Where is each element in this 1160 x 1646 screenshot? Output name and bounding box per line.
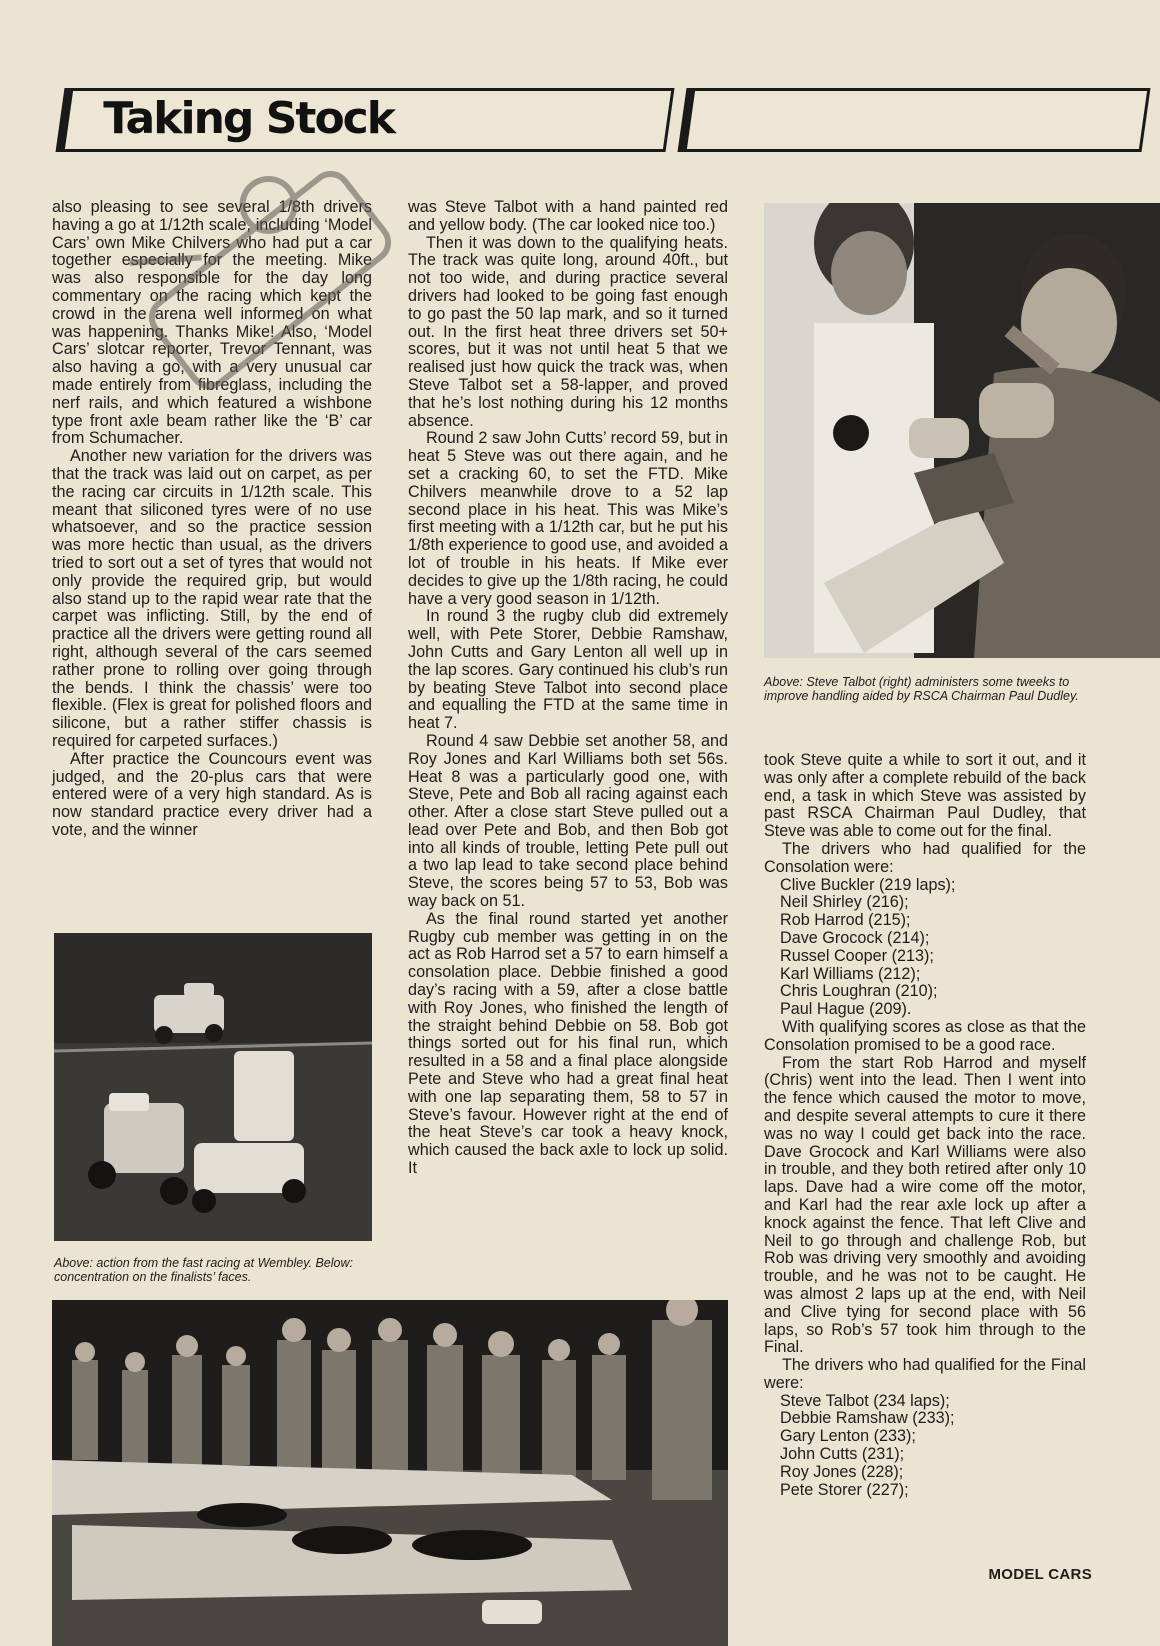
list-item: Steve Talbot (234 laps);: [780, 1391, 950, 1410]
paragraph: took Steve quite a while to sort it out, and it was only after a complete rebuild of the back end, a task in which Steve was assisted by past RSCA Chairman Paul Dudley, that Steve was able to come out for the final.: [764, 751, 1086, 841]
page-title: Taking Stock: [103, 93, 395, 144]
title-banner: [56, 88, 675, 152]
photo-finalists-image: [52, 1300, 728, 1646]
list-item: Paul Hague (209).: [780, 1000, 912, 1019]
consolation-qualifiers-list: [764, 877, 1086, 1019]
photo-racing-cars: [54, 933, 372, 1241]
paragraph: The drivers who had qualified for the Consolation were:: [764, 839, 1086, 876]
paragraph: From the start Rob Harrod and myself (Chris) went into the lead. Then I went into the fence which caused the motor to move, and despite several attempts to cure it there was no way I could get back into the race. Dave Grocock and Karl Williams were also in trouble, and they both retired after only 10 laps. Dave had a wire come off the motor, and Karl had the rear axle lock up after a knock against the fence. That left Clive and Neil to go through and challenge Rob, but Rob was driving very smoothly and avoiding trouble, and he was not to be caught. He was almost 2 laps up at the end, with Neil and Clive tying for second place with 56 laps, so Rob’s 57 took him through to the Final.: [764, 1053, 1086, 1357]
empty-title-banner: [678, 88, 1151, 152]
photo-finalists: [52, 1300, 728, 1646]
caption-mechanics: Above: Steve Talbot (right) administers some tweeks to improve handling aided by RSCA Chairman Paul Dudley.: [764, 675, 1079, 703]
article-column-1: [52, 199, 372, 840]
article-column-3: [764, 752, 1086, 1499]
list-item: Rob Harrod (215);: [780, 911, 911, 930]
paragraph: After practice the Councours event was judged, and the 20-plus cars that were entered were of a very high standard. As is now standard practice every driver had a vote, and the winner: [52, 749, 372, 839]
paragraph: was Steve Talbot with a hand painted red and yellow body. (The car looked nice too.): [408, 198, 728, 234]
list-item: Debbie Ramshaw (233);: [780, 1409, 955, 1428]
paragraph: Round 4 saw Debbie set another 58, and Roy Jones and Karl Williams both set 56s. Heat 8 was a particularly good one, with Steve, Pete and Bob all racing against each other. After a close start Steve pulled out a lead over Pete and Bob, and then Bob got into all kinds of trouble, letting Pete pull out a two lap lead to take second place behind Steve, the scores being 57 to 53, Bob was way back on 51.: [408, 731, 728, 911]
photo-racing-cars-image: [54, 933, 372, 1241]
paragraph: also pleasing to see several 1/8th drivers having a go at 1/12th scale, including ‘Model Cars’ own Mike Chilvers who had put a car together especially for the meeting. Mike was also responsible for the day long commentary on the racing which kept the crowd in the arena well informed on what was happening. Thanks Mike! Also, ‘Model Cars’ slotcar reporter, Trevor Tennant, was also having a go, with a very unusual car made entirely from fibreglass, including the nerf rails, and which featured a wishbone type front axle beam rather like the ‘B’ car from Schumacher.: [52, 198, 372, 448]
paragraph: In round 3 the rugby club did extremely well, with Pete Storer, Debbie Ramshaw, John Cutts and Gary Lenton all well up in the lap scores. Gary continued his club’s run by beating Steve Talbot into second place and equalling the FTD at the same time in heat 7.: [408, 607, 728, 733]
photo-mechanics: [764, 203, 1160, 658]
list-item: Karl Williams (212);: [780, 964, 921, 983]
paragraph: Then it was down to the qualifying heats. The track was quite long, around 40ft., but not too wide, and during practice several drivers had looked to be going fast enough to go past the 50 lap mark, and so it turned out. In the first heat three drivers set 50+ scores, but it was not until heat 5 that we realised just how quick the track was, when Steve Talbot set a 58-lapper, and proved that he’s lost nothing during his 12 months absence.: [408, 233, 728, 430]
list-item: Chris Loughran (210);: [780, 982, 938, 1001]
paragraph: Another new variation for the drivers was that the track was laid out on carpet, as per the racing car circuits in 1/12th scale. This meant that siliconed tyres were of no use whatsoever, and so the practice session was more hectic than usual, as the drivers tried to sort out a set of tyres that would not only provide the required grip, but would also stand up to the rapid wear rate that the carpet was inflicting. Still, by the end of practice all the drivers were getting round all right, although several of the cars seemed rather prone to rolling over going through the bends. I think the chassis’ were too flexible. (Flex is great for polished floors and silicone, but a rather stiffer chassis is required for carpeted surfaces.): [52, 447, 372, 750]
list-item: Neil Shirley (216);: [780, 893, 909, 912]
final-qualifiers-list: [764, 1393, 1086, 1500]
paragraph: With qualifying scores as close as that the Consolation promised to be a good race.: [764, 1017, 1086, 1054]
list-item: Dave Grocock (214);: [780, 928, 930, 947]
list-item: Gary Lenton (233);: [780, 1427, 916, 1446]
footer-magazine-name: MODEL CARS: [988, 1566, 1092, 1583]
list-item: Pete Storer (227);: [780, 1480, 909, 1499]
photo-mechanics-image: [764, 203, 1160, 658]
caption-racing: Above: action from the fast racing at Wembley. Below: concentration on the finalists’ faces.: [54, 1256, 353, 1284]
article-column-2: [408, 199, 728, 1178]
list-item: John Cutts (231);: [780, 1445, 905, 1464]
paragraph: Round 2 saw John Cutts’ record 59, but in heat 5 Steve was out there again, and he set a cracking 60, to set the FTD. Mike Chilvers meanwhile drove to a 52 lap second place in his heat. This was Mike’s first meeting with a 1/12th car, but he put his 1/8th experience to good use, and avoided a lot of trouble in his heats. If Mike ever decides to give up the 1/8th racing, he could have a very good season in 1/12th.: [408, 429, 728, 608]
list-item: Russel Cooper (213);: [780, 946, 934, 965]
list-item: Clive Buckler (219 laps);: [780, 875, 956, 894]
paragraph: As the final round started yet another Rugby cub member was getting in on the act as Rob Harrod set a 57 to earn himself a consolation place. Debbie finished a good day’s racing with a 59, after a close battle with Roy Jones, who finished the length of the straight behind Debbie on 58. Bob got things sorted out for his final run, which resulted in a 58 and a final place alongside Pete and Steve who had a great final heat with one lap separating them, 58 to 57 in Steve’s favour. However right at the end of the heat Steve’s car took a heavy knock, which caused the back axle to lock up solid. It: [408, 909, 728, 1178]
paragraph: The drivers who had qualified for the Final were:: [764, 1356, 1086, 1392]
list-item: Roy Jones (228);: [780, 1462, 904, 1481]
